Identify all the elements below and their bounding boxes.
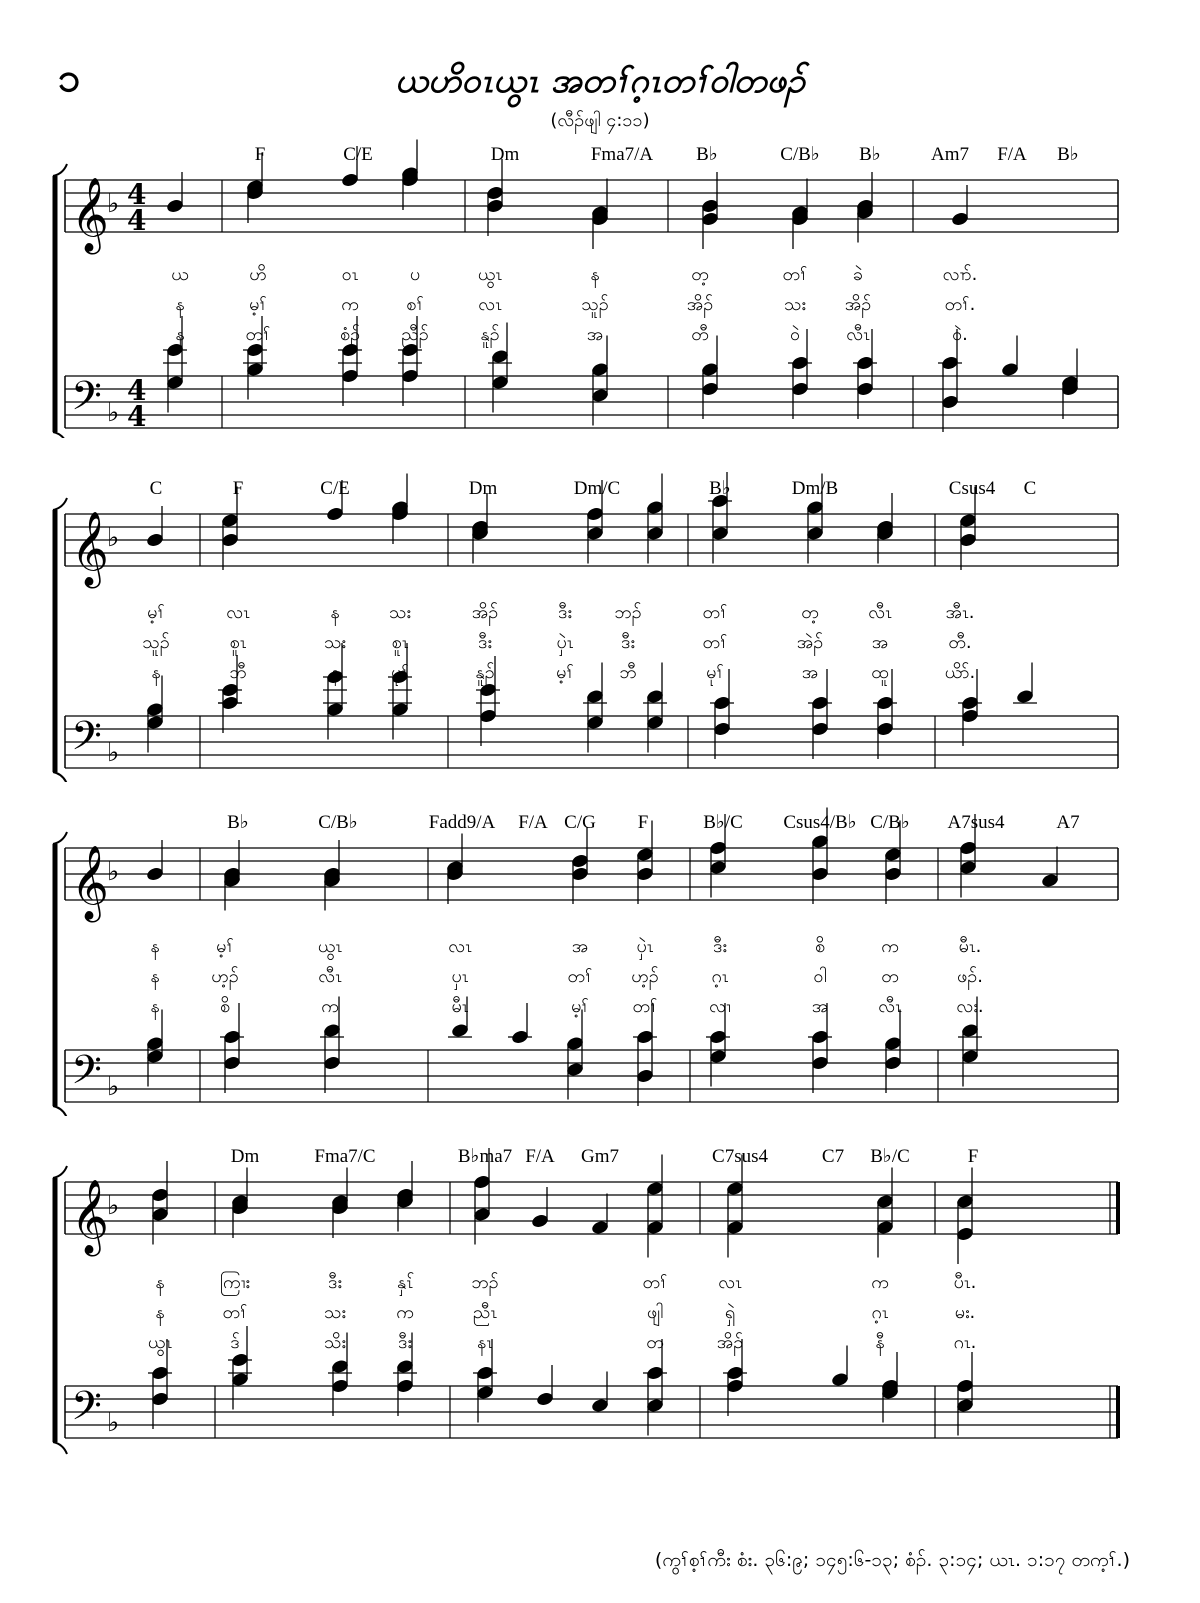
lyric-syllable-verse-2: က xyxy=(396,1302,414,1323)
chord-symbol: B♭ xyxy=(227,812,249,833)
lyric-syllable-verse-1: အီၤ. xyxy=(945,602,975,623)
lyric-syllable-verse-3: ဒ် xyxy=(230,1332,240,1353)
lyric-syllable-verse-3: အ xyxy=(801,662,819,683)
lyric-syllable-verse-2: မး. xyxy=(954,1302,976,1323)
bracket-bottom-hook xyxy=(53,1106,67,1116)
lyric-syllable-verse-2: သး xyxy=(784,294,806,315)
lyric-syllable-verse-3: နူၣ် xyxy=(480,324,500,345)
lyric-syllable-verse-1: လၤ xyxy=(226,602,250,623)
lyric-syllable-verse-2: စူၤ xyxy=(229,632,247,653)
lyric-syllable-verse-1: လၤ xyxy=(718,1272,742,1293)
lyric-syllable-verse-2: က xyxy=(341,294,359,315)
chord-symbol: B♭ xyxy=(709,478,731,499)
lyric-syllable-verse-1: အ xyxy=(571,936,589,957)
chord-symbol: C7 xyxy=(821,1146,845,1167)
chord-symbol: F/A xyxy=(997,144,1027,165)
bracket-top-hook xyxy=(53,498,67,510)
lyric-syllable-verse-2: စူၤ xyxy=(391,632,409,653)
lyric-syllable-verse-1: န xyxy=(330,602,340,623)
chord-symbol: C7sus4 xyxy=(712,1146,768,1167)
chord-symbol: C/E xyxy=(343,144,373,165)
chord-symbol: Fadd9/A xyxy=(428,812,496,833)
lyric-syllable-verse-2: သး xyxy=(324,632,346,653)
lyric-syllable-verse-1: ယွၤ xyxy=(317,936,343,957)
bracket-bottom-hook xyxy=(53,772,67,782)
lyric-syllable-verse-2: ဟ့ၣ် xyxy=(211,966,239,987)
music-system-1 xyxy=(0,138,1200,438)
lyric-syllable-verse-3: နူၣ် xyxy=(475,662,495,683)
bracket-bottom-hook xyxy=(53,432,67,438)
chord-symbol: B♭ xyxy=(859,144,881,165)
bracket-top-hook xyxy=(53,1166,67,1178)
lyric-syllable-verse-1: တၢ် xyxy=(782,264,808,285)
lyric-syllable-verse-1: ဒီး xyxy=(558,602,572,623)
lyric-syllable-verse-3: ဘီ xyxy=(229,662,247,683)
hymn-title: ယဟိဝၤယွၤ အတၢ်ဂ့ၤတၢ်ဝါတဖၣ် xyxy=(395,61,805,101)
lyric-syllable-verse-1: ဒီး xyxy=(328,1272,342,1293)
lyric-syllable-verse-3: စိ xyxy=(219,996,231,1017)
lyric-syllable-verse-1: စိ xyxy=(814,936,826,957)
flat-icon: ♭ xyxy=(107,398,120,428)
treble-clef-icon: 𝄞 xyxy=(71,512,109,586)
lyric-syllable-verse-2: န xyxy=(175,294,185,315)
bass-clef-icon: 𝄢 xyxy=(71,713,102,769)
chord-symbol: C/E xyxy=(320,478,350,499)
lyric-syllable-verse-3: မုၢ် xyxy=(391,662,409,683)
chord-symbol: C/B♭ xyxy=(870,812,910,833)
chord-symbol: F xyxy=(967,1146,979,1167)
music-system-2 xyxy=(0,472,1200,782)
lyric-syllable-verse-1: တၢ် xyxy=(702,602,728,623)
lyric-syllable-verse-2: ညီၤ xyxy=(472,1302,498,1323)
lyric-syllable-verse-1: မီၤ. xyxy=(958,936,982,957)
treble-clef-icon: 𝄞 xyxy=(71,1180,109,1254)
bass-clef-icon: 𝄢 xyxy=(71,1383,102,1439)
flat-icon: ♭ xyxy=(107,1072,120,1102)
bass-time-sig-top: 4 xyxy=(127,374,147,407)
lyric-syllable-verse-3: လီၤ xyxy=(846,324,870,345)
lyric-syllable-verse-3: မ့ၢ် xyxy=(556,662,574,683)
lyric-syllable-verse-3: လး. xyxy=(956,996,984,1017)
lyric-syllable-verse-1: န xyxy=(590,264,600,285)
lyric-syllable-verse-2: န xyxy=(155,1302,165,1323)
lyric-syllable-verse-3: န xyxy=(330,662,340,683)
lyric-syllable-verse-3: နီ xyxy=(875,1332,885,1353)
chord-symbol: F xyxy=(637,812,649,833)
lyric-syllable-verse-1: ဘၣ် xyxy=(471,1272,499,1293)
lyric-syllable-verse-1: ယ xyxy=(171,264,189,285)
lyric-syllable-verse-2: ဒီး xyxy=(478,632,492,653)
lyric-syllable-verse-2: တ xyxy=(881,966,899,987)
lyric-syllable-verse-2: ဝါ xyxy=(813,966,827,987)
lyric-syllable-verse-3: က xyxy=(321,996,339,1017)
lyric-syllable-verse-1: ခဲ xyxy=(852,264,864,285)
lyric-syllable-verse-2: မ့ၢ် xyxy=(249,294,267,315)
lyric-syllable-verse-2: ဂ့ၤ xyxy=(711,966,729,987)
lyric-syllable-verse-1: ဝၤ xyxy=(341,264,359,285)
lyric-syllable-verse-2: ဂ့ၤ xyxy=(871,1302,889,1323)
lyric-syllable-verse-3: ယွၤ xyxy=(147,1332,173,1353)
treble-time-sig-bottom: 4 xyxy=(127,204,147,237)
lyric-syllable-verse-1: လၤ xyxy=(448,936,472,957)
lyric-syllable-verse-1: န xyxy=(155,1272,165,1293)
treble-clef-icon: 𝄞 xyxy=(71,178,109,252)
bracket-bottom-hook xyxy=(53,1442,67,1454)
chord-symbol: F/A xyxy=(518,812,548,833)
chord-symbol: A7 xyxy=(1056,812,1080,833)
lyric-syllable-verse-3: အိၣ် xyxy=(716,1332,744,1353)
lyric-syllable-verse-2: ဒီး xyxy=(621,632,635,653)
chord-symbol: C xyxy=(1023,478,1037,499)
bracket-top-hook xyxy=(53,164,67,176)
lyric-syllable-verse-3: မီၤ xyxy=(451,996,469,1017)
lyric-syllable-verse-3: မ့ၢ် xyxy=(571,996,589,1017)
chord-symbol: Dm xyxy=(468,478,498,499)
music-system-4 xyxy=(0,1140,1200,1460)
flat-icon: ♭ xyxy=(107,1191,120,1221)
lyric-syllable-verse-1: က xyxy=(881,936,899,957)
lyric-syllable-verse-2: န xyxy=(150,966,160,987)
lyric-syllable-verse-1: ဟိ xyxy=(249,264,267,285)
lyric-syllable-verse-1: အိၣ် xyxy=(471,602,499,623)
lyric-syllable-verse-3: ဝဲ xyxy=(789,324,801,345)
lyric-syllable-verse-2: အဲၣ် xyxy=(796,632,824,653)
lyric-syllable-verse-2: ဖၣ်. xyxy=(957,966,983,987)
lyric-syllable-verse-2: ရှဲ xyxy=(724,1302,736,1323)
lyric-syllable-verse-3: ဒီး xyxy=(398,1332,412,1353)
chord-symbol: C xyxy=(149,478,163,499)
lyric-syllable-verse-3: တၢ် xyxy=(632,996,658,1017)
lyric-syllable-verse-2: အိၣ် xyxy=(844,294,872,315)
lyric-syllable-verse-1: ဒီး xyxy=(713,936,727,957)
lyric-syllable-verse-2: သူၣ် xyxy=(142,632,170,653)
chord-symbol: Gm7 xyxy=(581,1146,619,1167)
chord-symbol: Csus4/B♭ xyxy=(783,812,857,833)
lyric-syllable-verse-1: မ့ၢ် xyxy=(147,602,165,623)
chord-symbol: C/B♭ xyxy=(780,144,820,165)
chord-symbol: Csus4 xyxy=(948,478,996,499)
lyric-syllable-verse-2: အ xyxy=(871,632,889,653)
chord-symbol: F xyxy=(232,478,244,499)
chord-symbol: F/A xyxy=(525,1146,555,1167)
lyric-syllable-verse-3: န xyxy=(150,996,160,1017)
lyric-syllable-verse-1: လၢာ်. xyxy=(942,264,978,285)
bass-time-sig-bottom: 4 xyxy=(127,400,147,433)
lyric-syllable-verse-2: စၢ် xyxy=(406,294,424,315)
chord-symbol: Am7 xyxy=(931,144,969,165)
lyric-syllable-verse-1: တ့ xyxy=(801,602,819,623)
chord-symbol: B♭ma7 xyxy=(457,1146,513,1167)
chord-symbol: Dm xyxy=(230,1146,260,1167)
chord-symbol: Fma7/C xyxy=(314,1146,376,1167)
lyric-syllable-verse-3: သိး xyxy=(324,1332,346,1353)
lyric-syllable-verse-3: ညီၣ် xyxy=(401,324,429,345)
lyric-syllable-verse-1: နှၤ် xyxy=(396,1272,414,1293)
lyric-syllable-verse-3: စံၣ် xyxy=(339,324,361,345)
lyric-syllable-verse-3: အ xyxy=(811,996,829,1017)
chord-symbol: Dm/B xyxy=(791,478,839,499)
lyric-syllable-verse-3: န xyxy=(151,662,161,683)
lyric-syllable-verse-3: လီၤ xyxy=(878,996,902,1017)
chord-symbol: C/B♭ xyxy=(318,812,358,833)
lyric-syllable-verse-1: ဘၣ် xyxy=(614,602,642,623)
lyric-syllable-verse-2: လီၤ xyxy=(318,966,342,987)
chord-symbol: B♭/C xyxy=(870,1146,910,1167)
lyric-syllable-verse-2: တၢ် xyxy=(702,632,728,653)
lyric-syllable-verse-3: ထူ xyxy=(871,662,889,683)
lyric-syllable-verse-1: ပီၤ. xyxy=(953,1272,977,1293)
bass-clef-icon: 𝄢 xyxy=(71,1047,102,1103)
chord-symbol: B♭ xyxy=(696,144,718,165)
lyric-syllable-verse-1: တ့ xyxy=(691,264,709,285)
lyric-syllable-verse-2: တီ. xyxy=(948,632,972,653)
treble-clef-icon: 𝄞 xyxy=(71,846,109,920)
lyric-syllable-verse-2: အိၣ် xyxy=(686,294,714,315)
lyric-syllable-verse-1: န xyxy=(150,936,160,957)
lyric-syllable-verse-2: တၢ်. xyxy=(944,294,976,315)
flat-icon: ♭ xyxy=(107,1408,120,1438)
lyric-syllable-verse-2: ပှၤ xyxy=(451,966,469,987)
lyric-syllable-verse-1: က xyxy=(871,1272,889,1293)
lyric-syllable-verse-2: ဖျါ xyxy=(646,1302,664,1323)
chord-symbol: B♭/C xyxy=(703,812,743,833)
lyric-syllable-verse-3: အ xyxy=(586,324,604,345)
lyric-syllable-verse-2: သး xyxy=(324,1302,346,1323)
lyric-syllable-verse-2: သူၣ် xyxy=(581,294,609,315)
flat-icon: ♭ xyxy=(107,857,120,887)
lyric-syllable-verse-2: ဟ့ၣ် xyxy=(631,966,659,987)
hymn-number: ၁ xyxy=(58,55,81,101)
chord-symbol: F xyxy=(254,144,266,165)
lyric-syllable-verse-1: လီၤ xyxy=(868,602,892,623)
lyric-syllable-verse-1: တၢ် xyxy=(642,1272,668,1293)
footnote-references: (ကွၢ်စ့ၢ်ကီး စံး. ၃၆:၉; ၁၄၅:၆-၁၃; စံၣ်. ၃:၁၄; ယၤ. ၁:၁၇ တက့ၢ်.) xyxy=(654,1549,1130,1571)
lyric-syllable-verse-3: ဂၤ. xyxy=(953,1332,977,1353)
lyric-syllable-verse-3: တီ xyxy=(691,324,709,345)
bass-clef-icon: 𝄢 xyxy=(71,373,102,429)
lyric-syllable-verse-3: ယိာ်. xyxy=(944,662,976,683)
flat-icon: ♭ xyxy=(107,189,120,219)
chord-symbol: Dm/C xyxy=(573,478,621,499)
treble-time-sig-top: 4 xyxy=(127,178,147,211)
flat-icon: ♭ xyxy=(107,523,120,553)
chord-symbol: A7sus4 xyxy=(947,812,1005,833)
lyric-syllable-verse-3: န xyxy=(175,324,185,345)
lyric-syllable-verse-1: ကြၢး xyxy=(220,1272,250,1293)
music-system-3 xyxy=(0,806,1200,1116)
lyric-syllable-verse-2: တၢ် xyxy=(567,966,593,987)
lyric-syllable-verse-2: ပှဲၤ xyxy=(556,632,574,653)
lyric-syllable-verse-1: ယွၤ xyxy=(477,264,503,285)
lyric-syllable-verse-1: သး xyxy=(389,602,411,623)
chord-symbol: B♭ xyxy=(1057,144,1079,165)
lyric-syllable-verse-1: ပ xyxy=(409,264,421,285)
lyric-syllable-verse-3: တၢ် xyxy=(245,324,271,345)
bracket-top-hook xyxy=(53,832,67,844)
lyric-syllable-verse-3: ဘီ xyxy=(619,662,637,683)
chord-symbol: Dm xyxy=(490,144,520,165)
lyric-syllable-verse-3: ဝဲ. xyxy=(952,324,968,345)
lyric-syllable-verse-3: တ xyxy=(646,1332,664,1353)
lyric-syllable-verse-3: လၢ xyxy=(709,996,731,1017)
scripture-reference: (လီၣ်ဖျါ ၄:၁၁) xyxy=(550,110,650,131)
lyric-syllable-verse-3: မုၢ် xyxy=(706,662,724,683)
chord-symbol: Fma7/A xyxy=(590,144,654,165)
lyric-syllable-verse-1: မ့ၢ် xyxy=(216,936,234,957)
lyric-syllable-verse-2: လၤ xyxy=(478,294,502,315)
chord-symbol: C/G xyxy=(564,812,596,833)
lyric-syllable-verse-1: ပှဲၤ xyxy=(636,936,654,957)
flat-icon: ♭ xyxy=(107,738,120,768)
lyric-syllable-verse-2: တၢ် xyxy=(222,1302,248,1323)
lyric-syllable-verse-3: နၤ xyxy=(476,1332,494,1353)
